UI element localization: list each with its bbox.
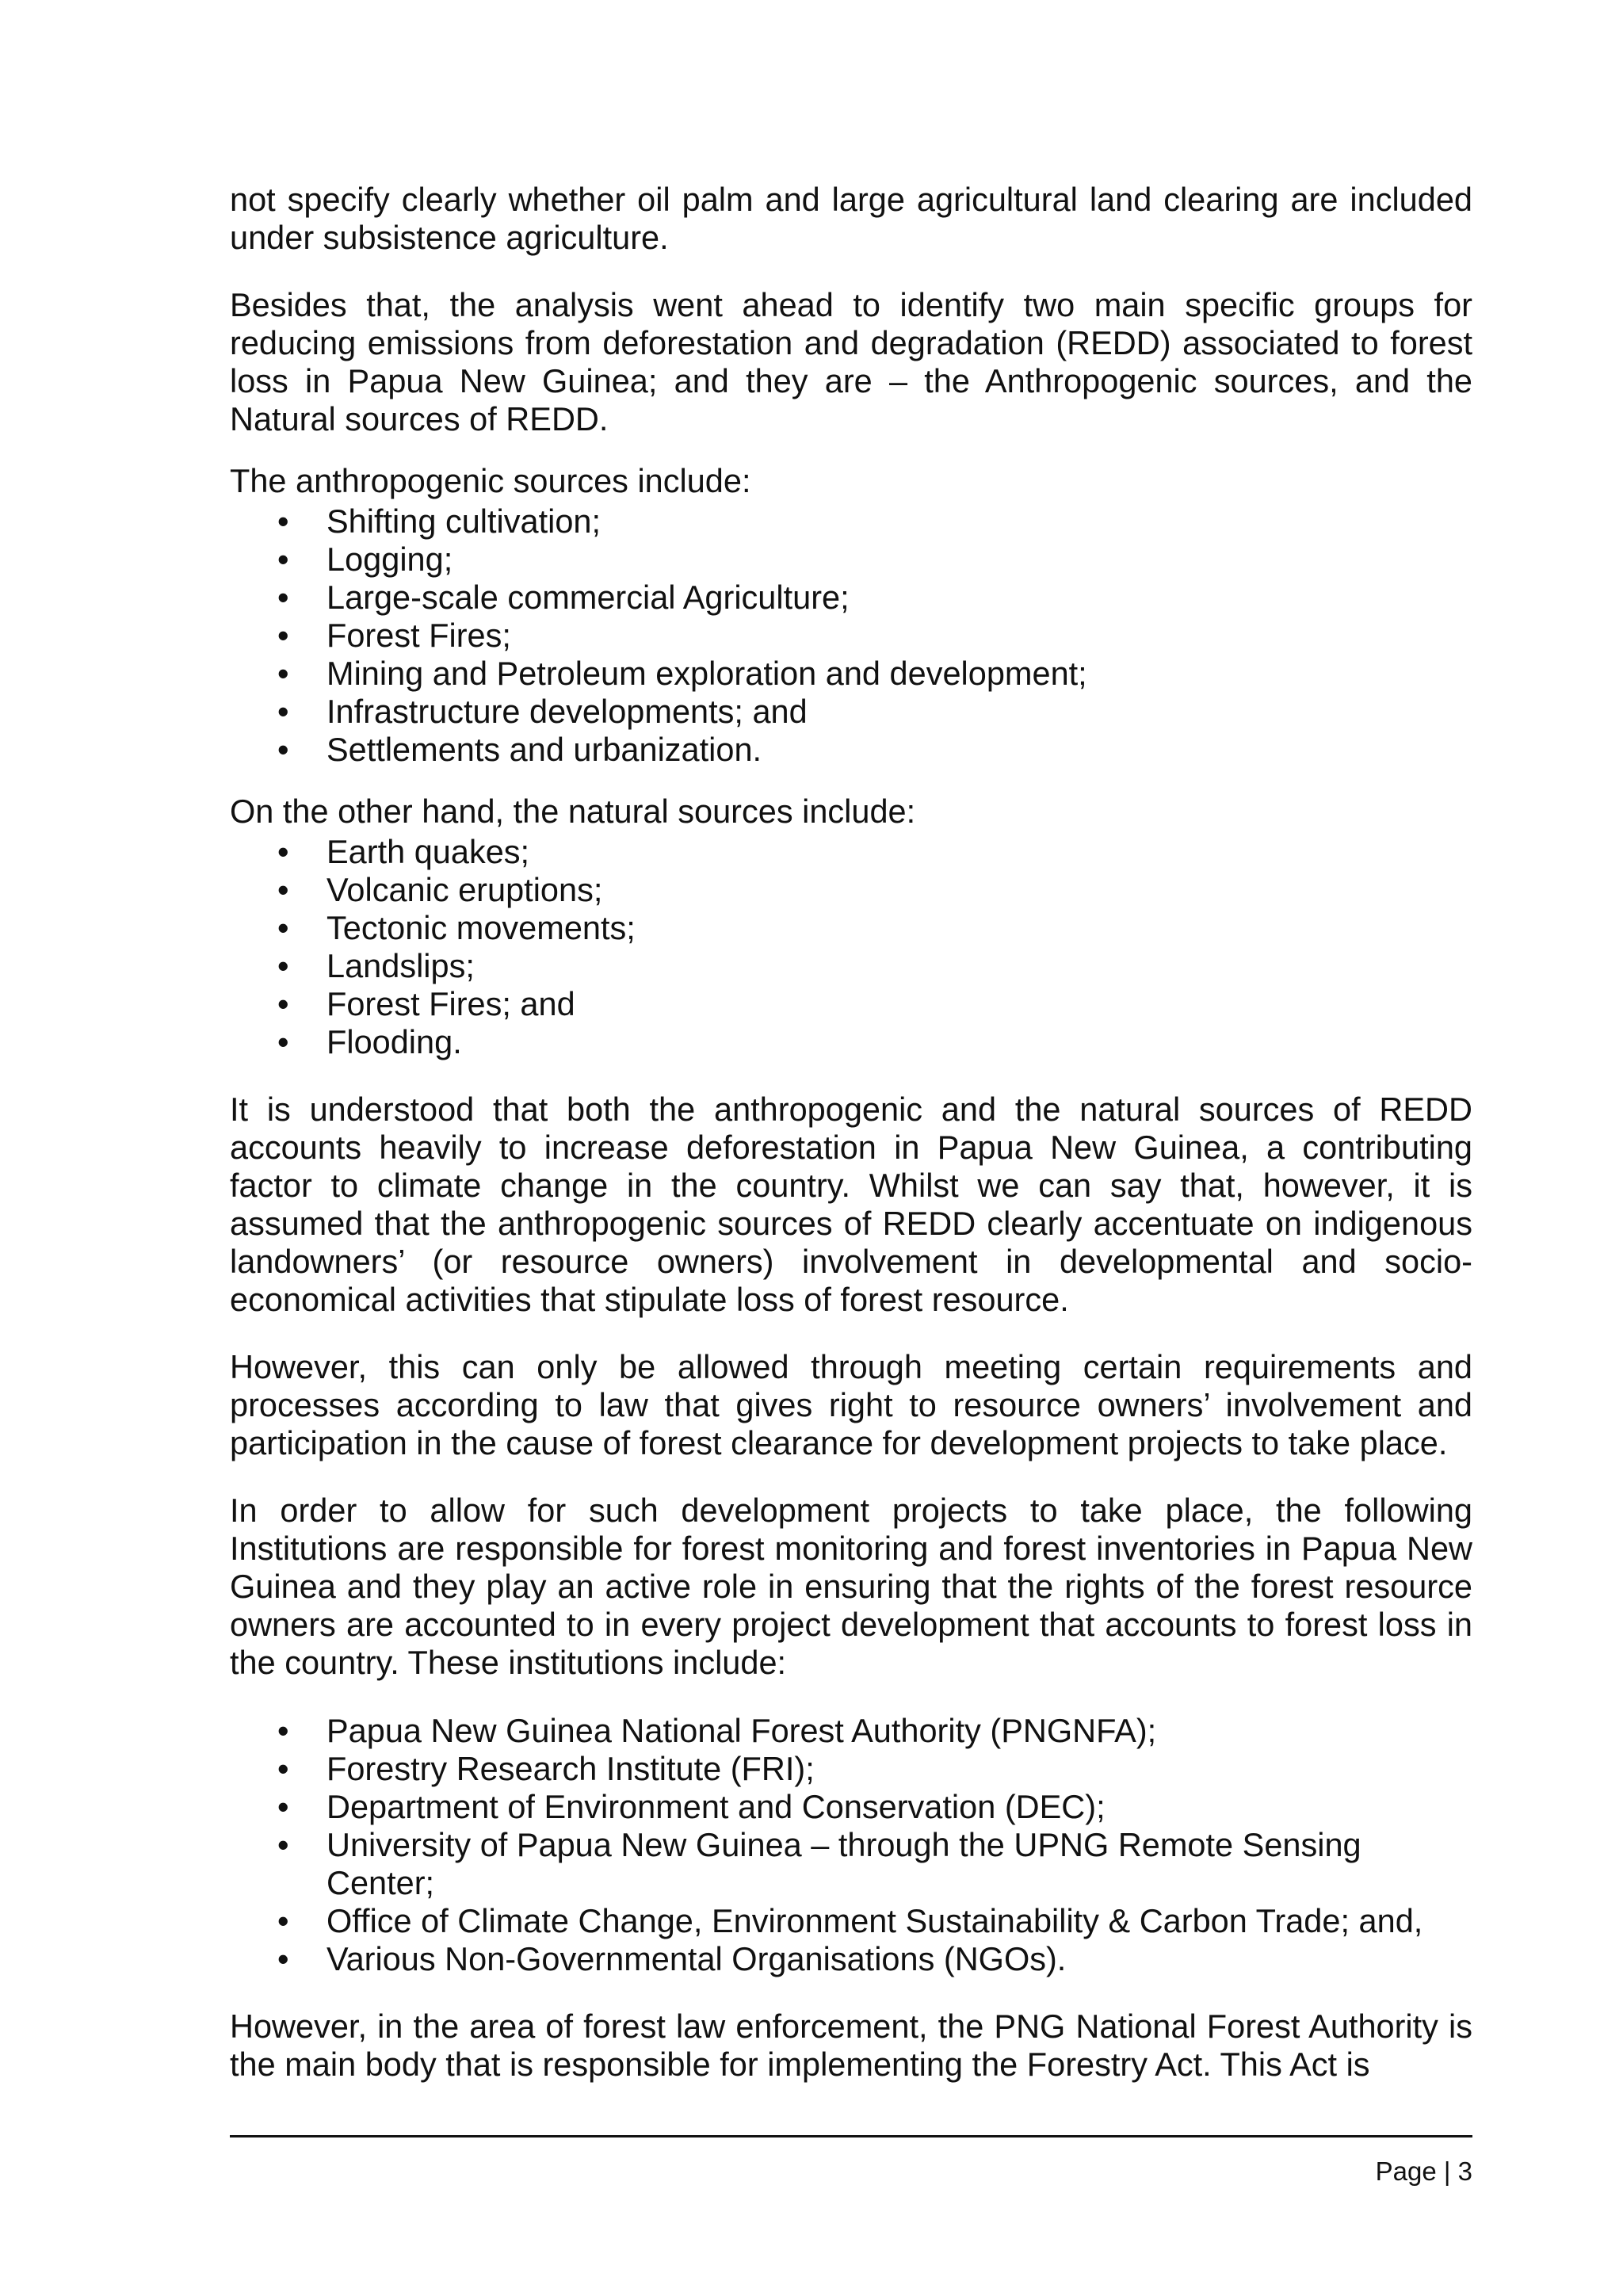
paragraph-enforcement: However, in the area of forest law enforcement, the PNG National Forest Authority is the main body that is responsible for implementing the Forestry Act. This Act is (230, 2008, 1472, 2083)
paragraph-however: However, this can only be allowed through meeting certain requirements and processes according to law that gives right to resource owners’ involvement and participation in the cause of forest clearance for development projects to take place. (230, 1348, 1472, 1461)
paragraph-continuation: not specify clearly whether oil palm and large agricultural land clearing are included under subsistence agriculture. (230, 181, 1472, 256)
natural-heading: On the other hand, the natural sources include: (230, 793, 916, 830)
list-item: • Landslips; (327, 947, 1472, 985)
list-item: • University of Papua New Guinea – through the UPNG Remote Sensing Center; (327, 1826, 1472, 1902)
list-item: • Department of Environment and Conservation (DEC); (327, 1788, 1472, 1826)
list-item: • Tectonic movements; (327, 909, 1472, 947)
anthropogenic-sources-list (230, 502, 1472, 769)
list-item: • Forest Fires; and (327, 985, 1472, 1023)
list-item: • Shifting cultivation; (327, 502, 1472, 541)
institutions-list (230, 1712, 1472, 1978)
list-item: • Various Non-Governmental Organisations (NGOs). (327, 1940, 1472, 1978)
list-item: • Earth quakes; (327, 833, 1472, 871)
natural-sources-list (230, 833, 1472, 1061)
document-page (230, 181, 1472, 2084)
list-item: • Large-scale commercial Agriculture; (327, 579, 1472, 617)
anthropogenic-heading: The anthropogenic sources include: (230, 462, 751, 499)
paragraph-understood: It is understood that both the anthropogenic and the natural sources of REDD accounts heavily to increase deforestation in Papua New Guinea, a contributing factor to climate change in the country. Whilst we can say that, however, it is assumed that the anthropogenic sources of REDD clearly accentuate on indigenous landowners’ (or resource owners) involvement in developmental and socio-economical activities that stipulate loss of forest resource. (230, 1091, 1472, 1318)
list-item: • Flooding. (327, 1023, 1472, 1061)
list-item: • Infrastructure developments; and (327, 693, 1472, 731)
paragraph-institutions: In order to allow for such development projects to take place, the following Institutions are responsible for forest monitoring and forest inventories in Papua New Guinea and they play an active role in ensuring that the rights of the forest resource owners are accounted to in every project development that accounts to forest loss in the country. These institutions include: (230, 1492, 1472, 1681)
list-item: • Office of Climate Change, Environment Sustainability & Carbon Trade; and, (327, 1902, 1472, 1940)
footer-divider (230, 2135, 1472, 2137)
list-item: • Papua New Guinea National Forest Authority (PNGNFA); (327, 1712, 1472, 1750)
page-number: Page | 3 (1375, 2157, 1472, 2186)
list-item: • Forestry Research Institute (FRI); (327, 1750, 1472, 1788)
list-item: • Logging; (327, 541, 1472, 579)
list-item: • Forest Fires; (327, 617, 1472, 655)
list-item: • Mining and Petroleum exploration and development; (327, 655, 1472, 693)
paragraph-redd-groups: Besides that, the analysis went ahead to identify two main specific groups for reducing emissions from deforestation and degradation (REDD) associated to forest loss in Papua New Guinea; and they are – the Anthropogenic sources, and the Natural sources of REDD. (230, 286, 1472, 437)
list-item: • Settlements and urbanization. (327, 731, 1472, 769)
list-item: • Volcanic eruptions; (327, 871, 1472, 909)
